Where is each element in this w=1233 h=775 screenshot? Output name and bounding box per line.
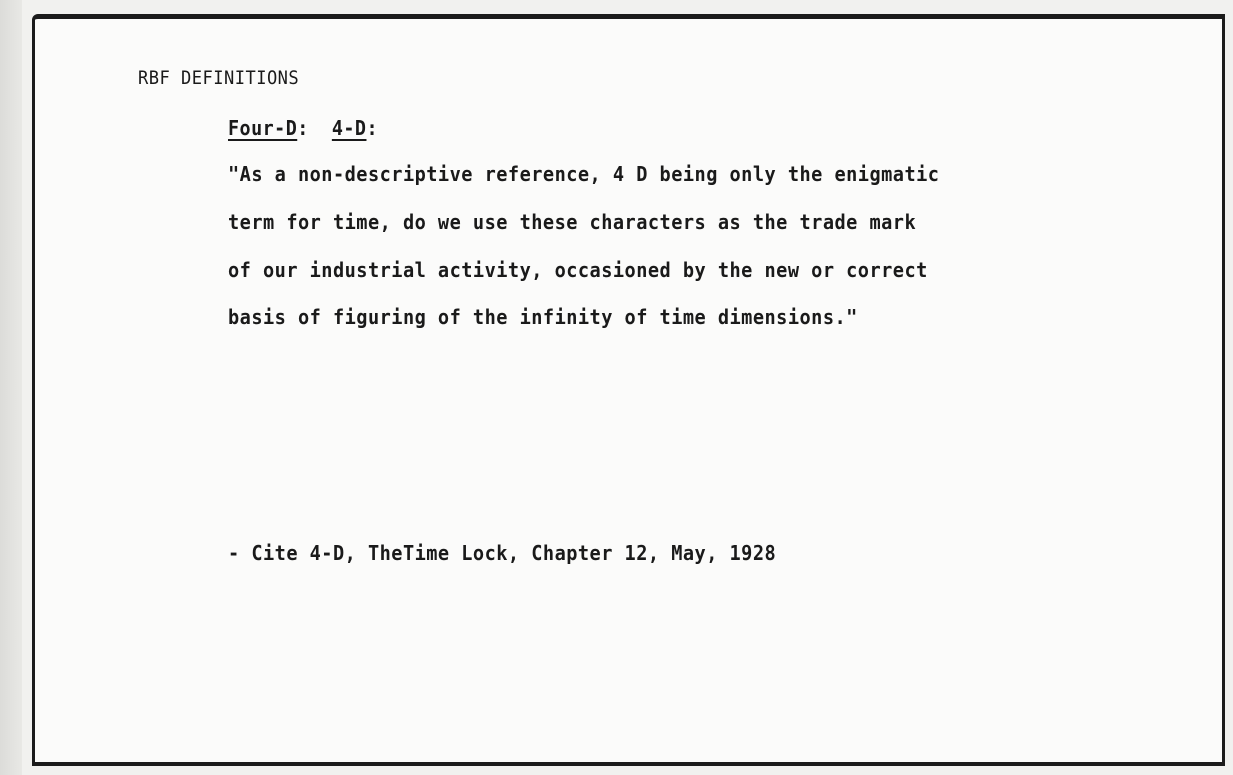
quote-line-1: "As a non-descriptive reference, 4 D being only the enigmatic xyxy=(228,162,940,186)
term-end: : xyxy=(366,116,379,140)
citation: - Cite 4-D, TheTime Lock, Chapter 12, May, 1928 xyxy=(228,541,777,565)
term-separator: : xyxy=(297,116,309,140)
quote-line-3: of our industrial activity, occasioned by the new or correct xyxy=(228,258,928,282)
term-secondary: 4-D xyxy=(331,116,367,140)
quote-line-4: basis of figuring of the infinity of time dimensions." xyxy=(228,305,858,329)
quote-line-2: term for time, do we use these characters as the trade mark xyxy=(228,210,917,234)
page-edge xyxy=(0,0,22,775)
section-heading: RBF DEFINITIONS xyxy=(138,67,300,89)
definition-card xyxy=(32,14,1225,766)
term-primary: Four-D xyxy=(228,116,298,140)
term-line xyxy=(228,116,378,140)
